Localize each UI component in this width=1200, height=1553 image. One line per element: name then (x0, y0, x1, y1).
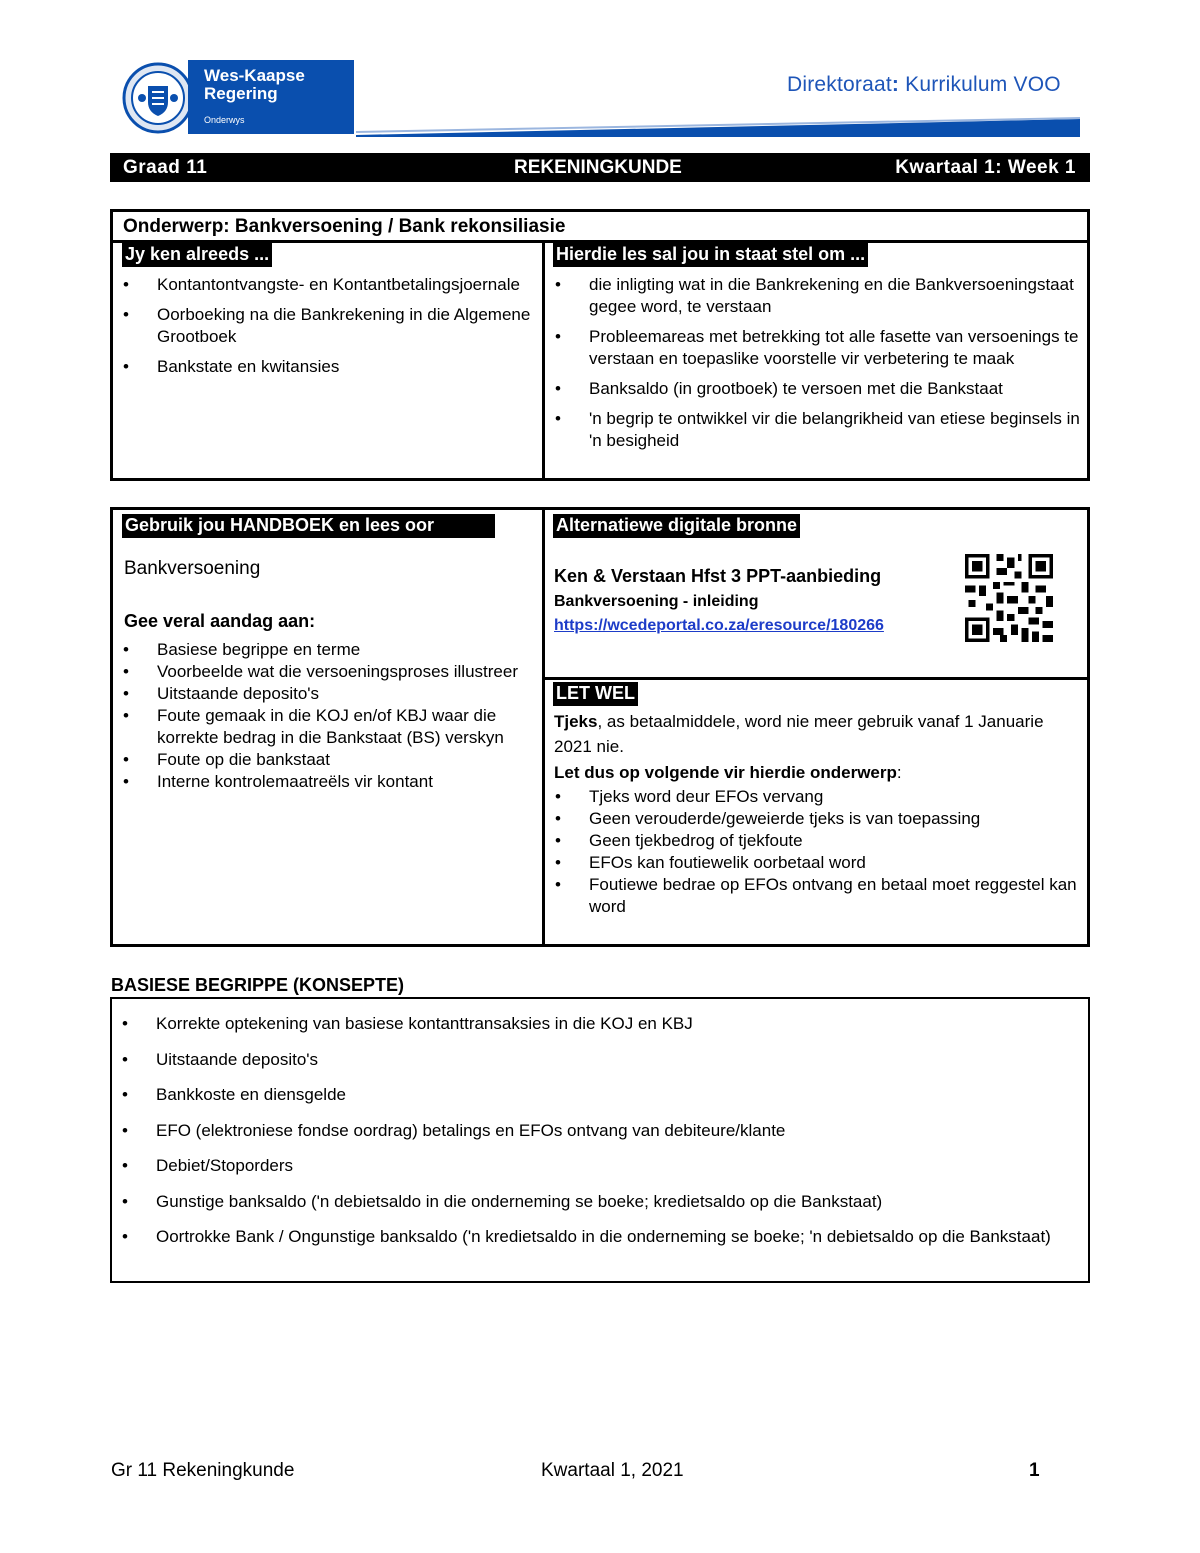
directorate-prefix: Direktoraat (787, 73, 892, 96)
textbook-header: Gebruik jou HANDBOEK en lees oor (122, 514, 495, 538)
title-bar (110, 153, 1090, 182)
list-item: • Bankstate en kwitansies (123, 357, 340, 376)
term-week-label: Kwartaal 1: Week 1 (895, 157, 1076, 178)
list-item: • Banksaldo (in grootboek) te versoen met die Bankstaat (555, 379, 1003, 398)
note-list (545, 786, 1089, 918)
resource-link[interactable]: https://wcedeportal.co.za/eresource/180266 (554, 617, 884, 634)
divider (545, 677, 1087, 680)
focus-label: Gee veral aandag aan: (124, 611, 316, 631)
list-item: • Korrekte optekening van basiese kontanttransaksies in die KOJ en KBJ (122, 1014, 693, 1033)
list-item: • EFO (elektroniese fondse oordrag) betalings en EFOs ontvang van debiteure/klante (122, 1120, 786, 1140)
prior-knowledge-list (113, 274, 538, 386)
list-item: • Geen tjekbedrog of tjekfoute (555, 831, 803, 850)
list-item: • Oortrokke Bank / Ongunstige banksaldo ('n kredietsaldo in die onderneming se boeke; 'n debietsaldo op die Bankstaat) (122, 1227, 1051, 1246)
list-item: • die inligting wat in die Bankrekening en die Bankversoeningstaat gegee word, te verstaan (555, 275, 1074, 316)
footer-term: Kwartaal 1, 2021 (541, 1460, 684, 1481)
list-item: • Interne kontrolemaatreëls vir kontant (123, 772, 433, 791)
list-item: • Voorbeelde wat die versoeningsproses illustreer (123, 662, 518, 681)
prior-knowledge-header: Jy ken alreeds ... (122, 243, 272, 267)
list-item: • EFOs kan foutiewelik oorbetaal word (555, 853, 866, 872)
list-item: • Probleemareas met betrekking tot alle fasette van versoenings te verstaan en toepaslike voorstelle vir verbetering te maak (555, 327, 1079, 368)
list-item: • Debiet/Stoporders (122, 1156, 294, 1175)
note-text: Tjeks, as betaalmiddele, word nie meer gebruik vanaf 1 Januarie 2021 nie. (554, 712, 1044, 756)
list-item: • Uitstaande deposito's (123, 684, 320, 703)
logo-line-3: Onderwys (204, 115, 245, 125)
ppt-subtitle: Bankversoening - inleiding (554, 593, 759, 610)
note-header: LET WEL (553, 682, 638, 706)
topic-box (110, 209, 1090, 481)
list-item: • Geen verouderde/geweierde tjeks is van toepassing (555, 809, 981, 828)
logo-line-1: Wes-Kaapse (204, 66, 305, 85)
directorate-colon: : (891, 73, 900, 96)
grade-label: Graad 11 (123, 157, 208, 178)
concepts-box (110, 997, 1090, 1283)
page-number: 1 (1029, 1460, 1040, 1481)
list-item: • 'n begrip te ontwikkel vir die belangrikheid van etiese beginsels in 'n besigheid (555, 409, 1080, 450)
footer-subject: Gr 11 Rekeningkunde (111, 1460, 295, 1481)
subject-label: REKENINGKUNDE (514, 157, 682, 178)
directorate-label (787, 73, 1061, 97)
textbook-subtitle: Bankversoening (124, 558, 261, 579)
list-item: • Oorboeking na die Bankrekening in die Algemene Grootboek (123, 305, 531, 346)
concepts-title: BASIESE BEGRIPPE (KONSEPTE) (111, 975, 405, 995)
directorate-name: Kurrikulum VOO (899, 73, 1061, 96)
list-item: • Foute gemaak in die KOJ en/of KBJ waar die korrekte bedrag in die Bankstaat (BS) verskyn (123, 706, 504, 747)
concepts-list (112, 1013, 1082, 1262)
list-item: • Kontantontvangste- en Kontantbetalingsjoernale (123, 275, 520, 294)
header-stripe (356, 117, 1080, 137)
objectives-header: Hierdie les sal jou in staat stel om ... (553, 243, 868, 267)
objectives-list (545, 274, 1085, 460)
focus-list (113, 639, 538, 793)
digital-resources-header: Alternatiewe digitale bronne (553, 514, 800, 538)
list-item: • Foute op die bankstaat (123, 750, 330, 769)
note-focus: Let dus op volgende vir hierdie onderwerp: (554, 763, 902, 782)
list-item: • Basiese begrippe en terme (123, 640, 361, 659)
list-item: • Gunstige banksaldo ('n debietsaldo in die onderneming se boeke; kredietsaldo op die Bankstaat) (122, 1191, 883, 1211)
qr-code-icon (965, 554, 1053, 642)
list-item: • Bankkoste en diensgelde (122, 1085, 346, 1104)
wced-logo (122, 60, 354, 134)
coat-of-arms-icon (122, 62, 194, 134)
logo-banner (188, 60, 354, 134)
ppt-title: Ken & Verstaan Hfst 3 PPT-aanbieding (554, 566, 882, 586)
list-item: • Foutiewe bedrae op EFOs ontvang en betaal moet reggestel kan word (555, 875, 1077, 916)
resources-box (110, 507, 1090, 947)
list-item: • Tjeks word deur EFOs vervang (555, 787, 824, 806)
topic-title: Onderwerp: Bankversoening / Bank rekonsiliasie (123, 216, 566, 237)
list-item: • Uitstaande deposito's (122, 1049, 319, 1069)
logo-line-2: Regering (204, 84, 278, 103)
